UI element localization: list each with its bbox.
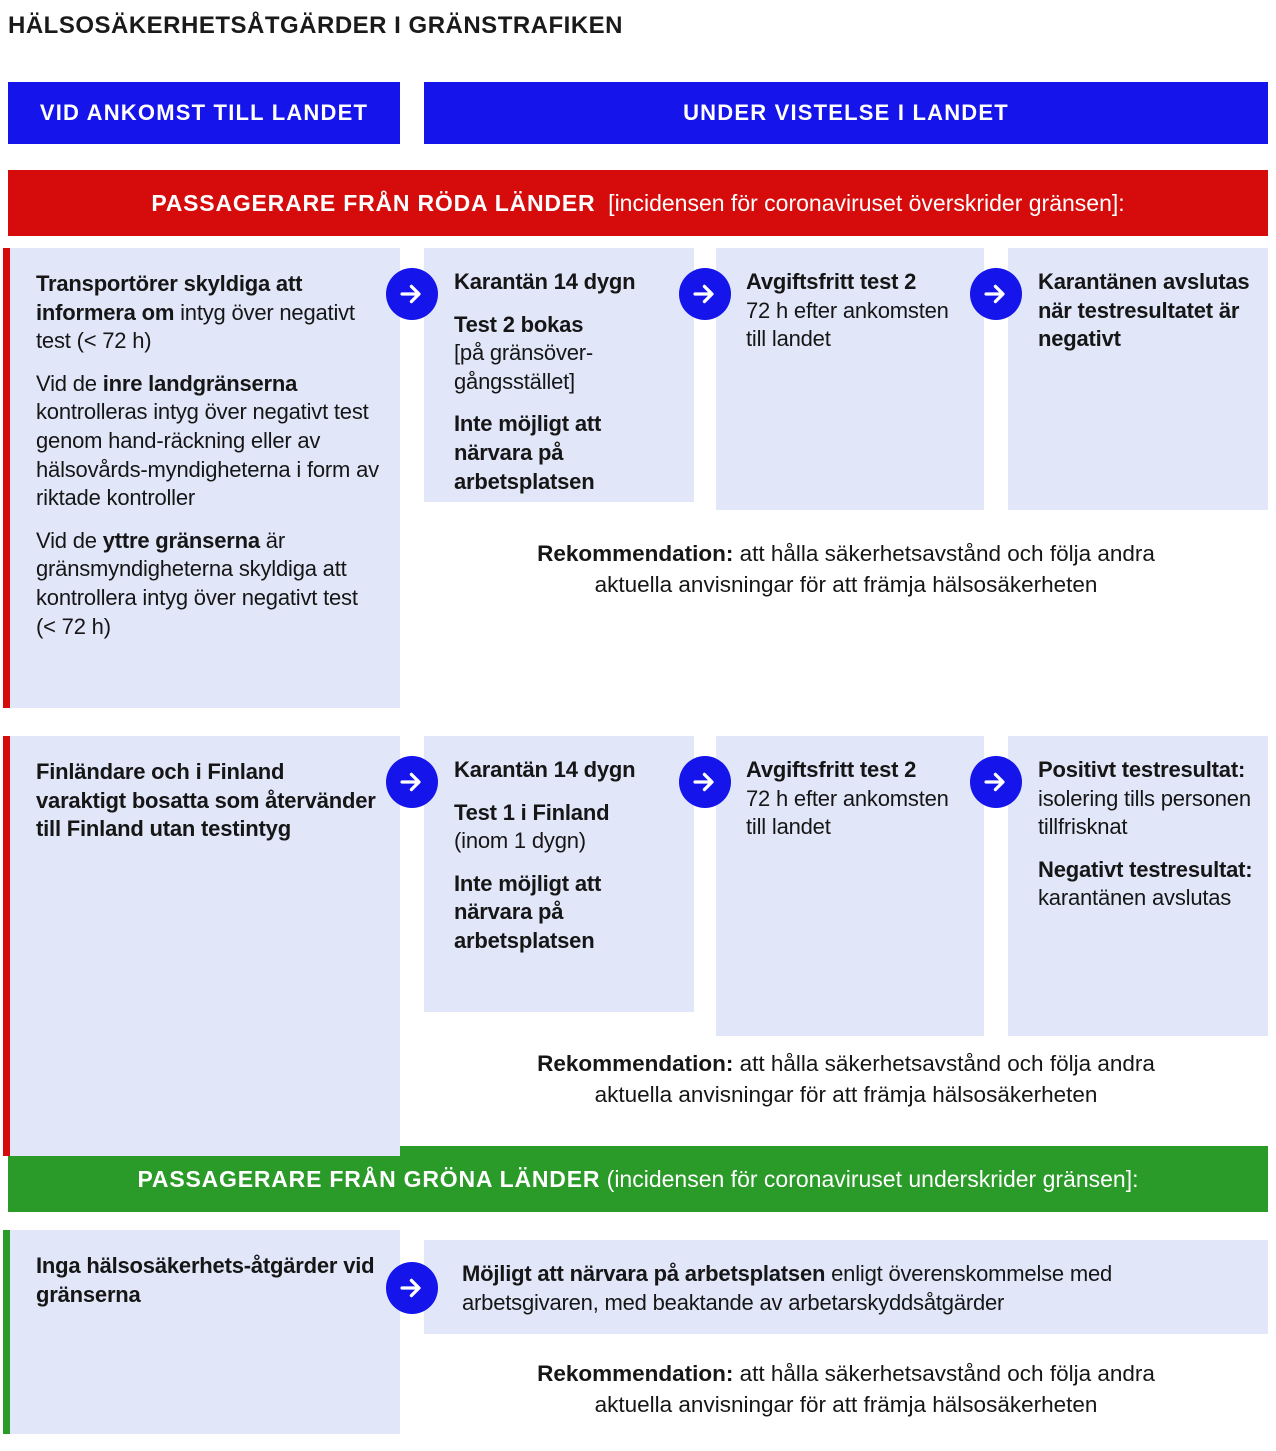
- source-box-finns-without-certificate: [3, 736, 400, 1156]
- step-box-free-test-1: [716, 248, 984, 510]
- banner-green-subtitle: (incidensen för coronaviruset underskrider gränsen]:: [600, 1165, 1139, 1192]
- recommendation-row2: [424, 1048, 1268, 1110]
- recommendation-text: Rekommendation: att hålla säkerhetsavstånd och följa andra aktuella anvisningar för att främja hälsosäkerheten: [537, 541, 1155, 598]
- header-bar-arrival-label: VID ANKOMST TILL LANDET: [39, 100, 369, 125]
- paragraph: Positivt testresultat: isolering tills personen tillfrisknat: [1038, 757, 1251, 840]
- arrow-right-icon: [397, 768, 427, 796]
- recommendation-text: Rekommendation: att hålla säkerhetsavstånd och följa andra aktuella anvisningar för att främja hälsosäkerheten: [537, 1051, 1155, 1108]
- page-title: HÄLSOSÄKERHETSÅTGÄRDER I GRÄNSTRAFIKEN: [8, 12, 624, 39]
- paragraph: Karantänen avslutas när testresultatet är negativt: [1038, 269, 1250, 352]
- banner-red-countries: [8, 170, 1268, 236]
- header-bar-arrival: [8, 82, 400, 144]
- paragraph: Inte möjligt att närvara på arbetsplatsen: [454, 870, 602, 953]
- banner-green-title: PASSAGERARE FRÅN GRÖNA LÄNDER: [137, 1165, 601, 1192]
- banner-red-title: PASSAGERARE FRÅN RÖDA LÄNDER: [151, 189, 596, 216]
- paragraph: Karantän 14 dygn: [454, 757, 636, 782]
- flow-arrow: [970, 268, 1022, 320]
- paragraph: Negativt testresultat: karantänen avslutas: [1038, 856, 1253, 911]
- flow-arrow: [679, 268, 731, 320]
- paragraph: Vid de inre landgränserna kontrolleras intyg över negativt test genom hand-räckning eller av hälsovårds-myndigheterna i form av riktade kontroller: [36, 370, 379, 511]
- paragraph: Karantän 14 dygn: [454, 269, 636, 294]
- green-accent-bar: [3, 1230, 10, 1434]
- source-box-transporters-content: [10, 248, 400, 708]
- flow-arrow: [386, 756, 438, 808]
- source-box-no-measures: [3, 1230, 400, 1434]
- recommendation-text: Rekommendation: att hålla säkerhetsavstånd och följa andra aktuella anvisningar för att främja hälsosäkerheten: [537, 1361, 1155, 1418]
- source-box-transporters: [3, 248, 400, 708]
- arrow-right-icon: [397, 280, 427, 308]
- paragraph: Inte möjligt att närvara på arbetsplatsen: [454, 411, 602, 494]
- source-box-finns-content: [10, 736, 400, 1156]
- source-box-no-measures-content: [10, 1230, 400, 1434]
- step-box-quarantine-2: [424, 736, 694, 1012]
- step-box-free-test-2: [716, 736, 984, 1036]
- paragraph: Test 1 i Finland (inom 1 dygn): [454, 799, 610, 854]
- arrow-right-icon: [981, 768, 1011, 796]
- flow-arrow: [679, 756, 731, 808]
- paragraph: Avgiftsfritt test 2 72 h efter ankomsten till landet: [746, 269, 949, 352]
- header-bar-stay: [424, 82, 1268, 144]
- recommendation-row1: [424, 538, 1268, 600]
- step-box-workplace-allowed: [424, 1240, 1268, 1334]
- arrow-right-icon: [690, 768, 720, 796]
- recommendation-row3: [424, 1358, 1268, 1420]
- arrow-right-icon: [397, 1274, 427, 1302]
- red-accent-bar: [3, 248, 10, 708]
- step-box-quarantine-1: [424, 248, 694, 502]
- paragraph: Transportörer skyldiga att informera om intyg över negativt test (< 72 h): [36, 271, 355, 354]
- paragraph: Avgiftsfritt test 2 72 h efter ankomsten till landet: [746, 757, 949, 840]
- arrow-right-icon: [690, 280, 720, 308]
- flow-arrow: [386, 268, 438, 320]
- header-bar-stay-label: UNDER VISTELSE I LANDET: [683, 100, 1009, 125]
- flow-arrow: [970, 756, 1022, 808]
- paragraph: Finländare och i Finland varaktigt bosatta som återvänder till Finland utan testintyg: [36, 759, 376, 842]
- arrow-right-icon: [981, 280, 1011, 308]
- paragraph: Vid de yttre gränserna är gränsmyndigheterna skyldiga att kontrollera intyg över negativt test (< 72 h): [36, 527, 358, 639]
- red-accent-bar: [3, 736, 10, 1156]
- paragraph: Inga hälsosäkerhets-åtgärder vid gränserna: [36, 1253, 375, 1307]
- banner-red-subtitle: [incidensen för coronaviruset överskrider gränsen]:: [595, 189, 1125, 216]
- paragraph: Test 2 bokas [på gränsöver-gångsstället]: [454, 311, 594, 394]
- paragraph: Möjligt att närvara på arbetsplatsen enligt överenskommelse med arbetsgivaren, med beaktande av arbetarskyddsåtgärder: [462, 1261, 1113, 1315]
- step-box-quarantine-end-1: [1008, 248, 1268, 510]
- flow-arrow: [386, 1262, 438, 1314]
- step-box-test-results: [1008, 736, 1268, 1036]
